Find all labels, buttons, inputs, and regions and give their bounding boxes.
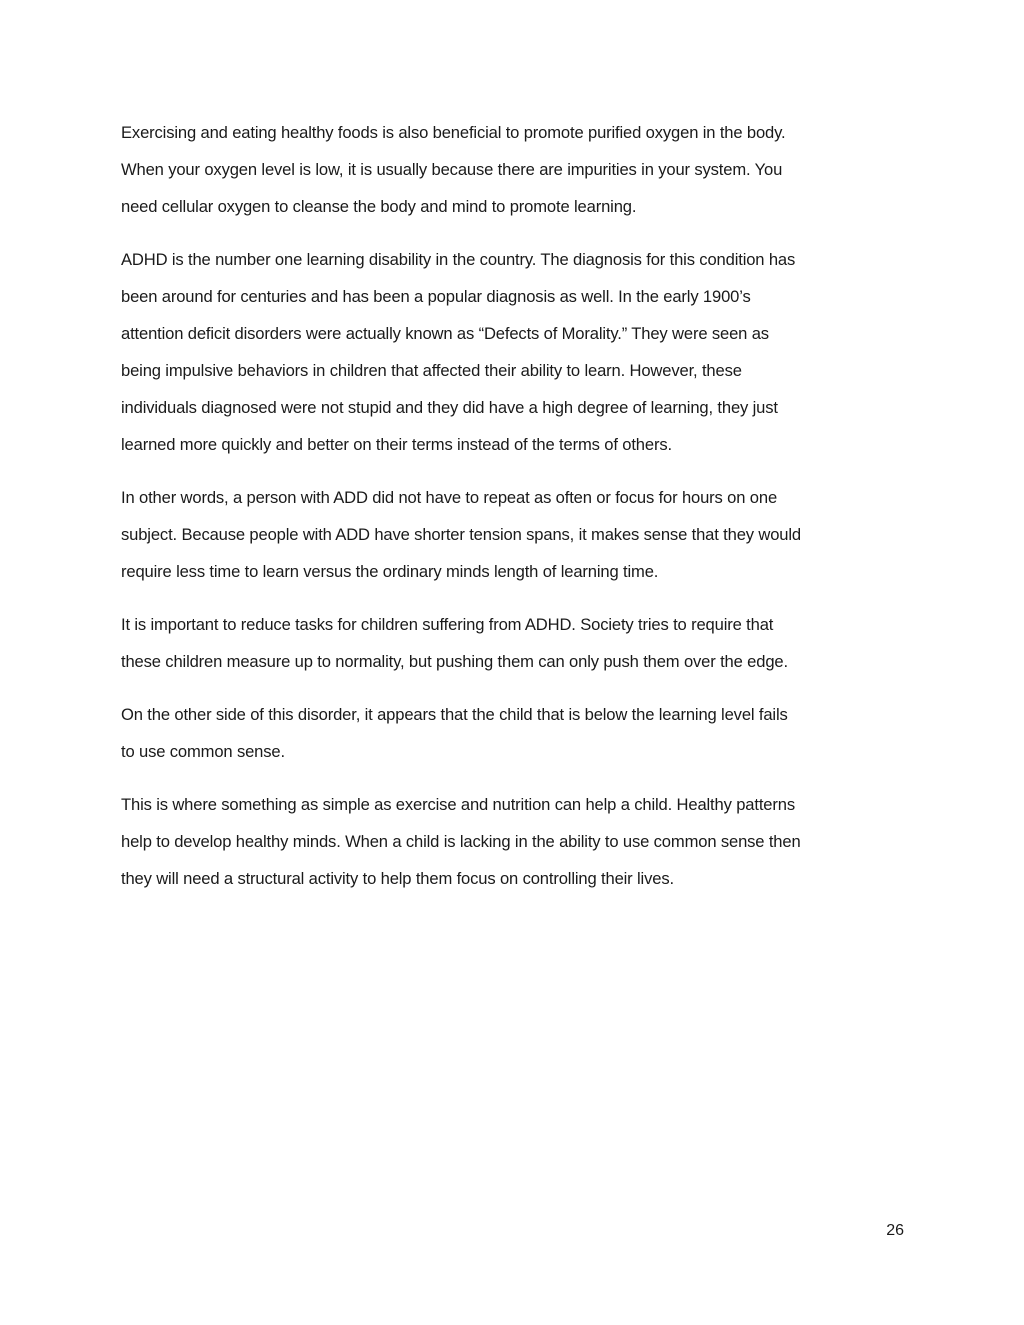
text-line: When your oxygen level is low, it is usually because there are impurities in your system. You: [121, 160, 783, 179]
text-line: require less time to learn versus the ordinary minds length of learning time.: [121, 562, 659, 581]
text-line: On the other side of this disorder, it appears that the child that is below the learning level fails: [121, 705, 788, 724]
text-line: In other words, a person with ADD did not have to repeat as often or focus for hours on one: [121, 488, 778, 507]
paragraph-reduce-tasks: [121, 606, 911, 680]
page-number: 26: [886, 1222, 904, 1239]
paragraph-adhd-history: [121, 241, 911, 463]
text-line: need cellular oxygen to cleanse the body and mind to promote learning.: [121, 197, 637, 216]
text-line: Exercising and eating healthy foods is also beneficial to promote purified oxygen in the body.: [121, 123, 786, 142]
text-line: attention deficit disorders were actually known as “Defects of Morality.” They were seen as: [121, 324, 769, 343]
text-line: It is important to reduce tasks for children suffering from ADHD. Society tries to require that: [121, 615, 774, 634]
text-line: being impulsive behaviors in children that affected their ability to learn. However, these: [121, 361, 742, 380]
paragraph-add-learning: [121, 479, 911, 590]
paragraph-common-sense: [121, 696, 911, 770]
text-line: been around for centuries and has been a popular diagnosis as well. In the early 1900’s: [121, 287, 751, 306]
text-line: This is where something as simple as exercise and nutrition can help a child. Healthy patterns: [121, 795, 795, 814]
text-line: these children measure up to normality, but pushing them can only push them over the edge.: [121, 652, 788, 671]
text-line: they will need a structural activity to help them focus on controlling their lives.: [121, 869, 674, 888]
text-line: help to develop healthy minds. When a child is lacking in the ability to use common sense then: [121, 832, 801, 851]
text-line: subject. Because people with ADD have shorter tension spans, it makes sense that they would: [121, 525, 801, 544]
paragraph-oxygen: [121, 114, 911, 225]
text-line: individuals diagnosed were not stupid and they did have a high degree of learning, they just: [121, 398, 778, 417]
text-line: to use common sense.: [121, 742, 285, 761]
text-line: learned more quickly and better on their terms instead of the terms of others.: [121, 435, 672, 454]
text-line: ADHD is the number one learning disability in the country. The diagnosis for this condition has: [121, 250, 796, 269]
paragraph-exercise-nutrition: [121, 786, 911, 897]
document-body: [121, 114, 911, 913]
